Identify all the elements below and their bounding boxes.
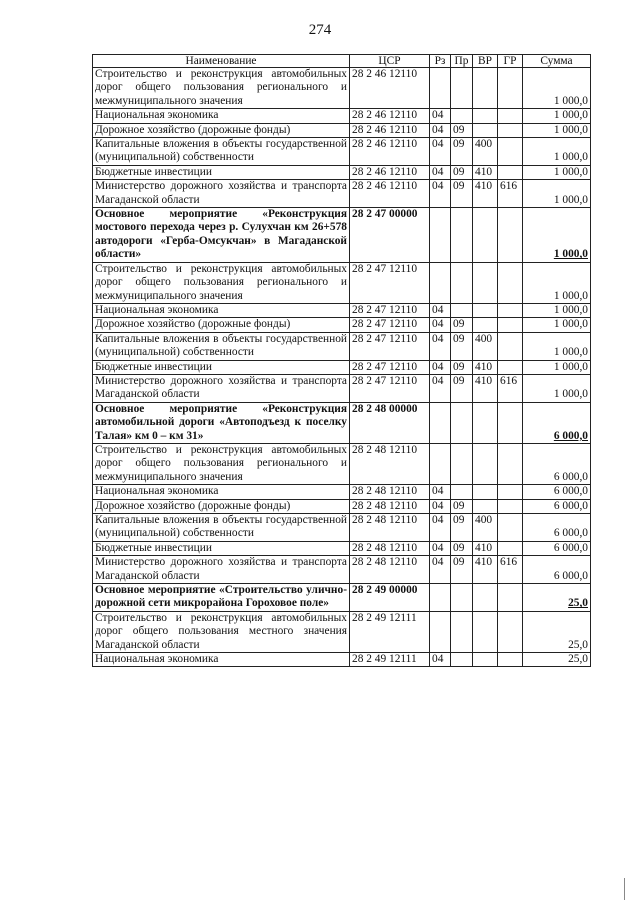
row-name-cell: Капитальные вложения в объекты государственной (муниципальной) собственности bbox=[93, 332, 350, 360]
row-name-cell: Основное мероприятие «Реконструкция мостового перехода через р. Сулухчан км 26+578 автодороги «Герба-Омсукчан» в Магаданской области» bbox=[93, 208, 350, 263]
row-csr-cell: 28 2 46 12110 bbox=[350, 138, 430, 166]
row-csr-cell: 28 2 47 00000 bbox=[350, 208, 430, 263]
row-vr-cell: 410 bbox=[473, 165, 498, 179]
row-vr-cell bbox=[473, 208, 498, 263]
row-rz-cell bbox=[430, 262, 451, 303]
row-sum-cell: 1 000,0 bbox=[523, 68, 591, 109]
row-name-cell: Капитальные вложения в объекты государственной (муниципальной) собственности bbox=[93, 138, 350, 166]
budget-table bbox=[92, 54, 591, 667]
row-sum-cell: 1 000,0 bbox=[523, 262, 591, 303]
row-pr-cell: 09 bbox=[451, 165, 473, 179]
row-pr-cell bbox=[451, 208, 473, 263]
table-row bbox=[93, 109, 591, 123]
row-vr-cell bbox=[473, 653, 498, 667]
row-rz-cell: 04 bbox=[430, 499, 451, 513]
row-sum-cell: 6 000,0 bbox=[523, 556, 591, 584]
row-name-cell: Строительство и реконструкция автомобильных дорог общего пользования регионального и межмуниципального значения bbox=[93, 443, 350, 484]
row-vr-cell bbox=[473, 303, 498, 317]
row-vr-cell bbox=[473, 402, 498, 443]
row-pr-cell bbox=[451, 303, 473, 317]
row-sum-cell: 1 000,0 bbox=[523, 109, 591, 123]
row-vr-cell: 400 bbox=[473, 514, 498, 542]
row-rz-cell: 04 bbox=[430, 360, 451, 374]
row-pr-cell bbox=[451, 68, 473, 109]
row-sum-cell: 25,0 bbox=[523, 653, 591, 667]
row-vr-cell bbox=[473, 109, 498, 123]
row-gr-cell bbox=[498, 611, 523, 652]
row-vr-cell: 400 bbox=[473, 138, 498, 166]
row-csr-cell: 28 2 47 12110 bbox=[350, 303, 430, 317]
row-name-cell: Капитальные вложения в объекты государственной (муниципальной) собственности bbox=[93, 514, 350, 542]
row-vr-cell: 400 bbox=[473, 332, 498, 360]
table-row bbox=[93, 138, 591, 166]
row-gr-cell: 616 bbox=[498, 374, 523, 402]
row-gr-cell bbox=[498, 318, 523, 332]
page-number: 274 bbox=[308, 22, 332, 38]
row-sum-cell: 1 000,0 bbox=[523, 165, 591, 179]
table-row bbox=[93, 123, 591, 137]
row-csr-cell: 28 2 48 12110 bbox=[350, 499, 430, 513]
scan-edge-mark bbox=[624, 878, 625, 900]
row-pr-cell bbox=[451, 262, 473, 303]
table-row bbox=[93, 208, 591, 263]
row-rz-cell bbox=[430, 208, 451, 263]
row-vr-cell bbox=[473, 485, 498, 499]
row-rz-cell: 04 bbox=[430, 303, 451, 317]
row-gr-cell bbox=[498, 332, 523, 360]
row-vr-cell bbox=[473, 499, 498, 513]
row-sum-cell: 25,0 bbox=[523, 611, 591, 652]
row-vr-cell: 410 bbox=[473, 374, 498, 402]
row-csr-cell: 28 2 46 12110 bbox=[350, 68, 430, 109]
row-csr-cell: 28 2 48 12110 bbox=[350, 443, 430, 484]
row-csr-cell: 28 2 48 12110 bbox=[350, 541, 430, 555]
row-csr-cell: 28 2 46 12110 bbox=[350, 123, 430, 137]
row-rz-cell: 04 bbox=[430, 138, 451, 166]
row-sum-cell: 1 000,0 bbox=[523, 180, 591, 208]
row-sum-cell: 1 000,0 bbox=[523, 138, 591, 166]
row-rz-cell: 04 bbox=[430, 653, 451, 667]
row-vr-cell bbox=[473, 68, 498, 109]
row-rz-cell: 04 bbox=[430, 109, 451, 123]
table-header-row bbox=[93, 55, 591, 68]
row-pr-cell: 09 bbox=[451, 499, 473, 513]
header-rz: Рз bbox=[430, 55, 451, 68]
row-csr-cell: 28 2 47 12110 bbox=[350, 360, 430, 374]
table-row bbox=[93, 611, 591, 652]
row-pr-cell: 09 bbox=[451, 318, 473, 332]
row-rz-cell bbox=[430, 68, 451, 109]
table-row bbox=[93, 443, 591, 484]
row-name-cell: Министерство дорожного хозяйства и транспорта Магаданской области bbox=[93, 556, 350, 584]
row-sum-cell: 6 000,0 bbox=[523, 402, 591, 443]
row-gr-cell bbox=[498, 485, 523, 499]
table-row bbox=[93, 303, 591, 317]
header-gr: ГР bbox=[498, 55, 523, 68]
row-sum-cell: 6 000,0 bbox=[523, 443, 591, 484]
row-pr-cell bbox=[451, 653, 473, 667]
table-row bbox=[93, 514, 591, 542]
row-vr-cell bbox=[473, 443, 498, 484]
table-row bbox=[93, 165, 591, 179]
row-gr-cell bbox=[498, 514, 523, 542]
row-sum-cell: 1 000,0 bbox=[523, 332, 591, 360]
row-csr-cell: 28 2 48 00000 bbox=[350, 402, 430, 443]
row-rz-cell bbox=[430, 443, 451, 484]
row-rz-cell: 04 bbox=[430, 556, 451, 584]
row-vr-cell bbox=[473, 318, 498, 332]
row-gr-cell bbox=[498, 138, 523, 166]
row-vr-cell bbox=[473, 123, 498, 137]
row-name-cell: Строительство и реконструкция автомобильных дорог общего пользования регионального и межмуниципального значения bbox=[93, 262, 350, 303]
row-csr-cell: 28 2 49 00000 bbox=[350, 584, 430, 612]
row-csr-cell: 28 2 49 12111 bbox=[350, 653, 430, 667]
row-pr-cell: 09 bbox=[451, 374, 473, 402]
table-row bbox=[93, 402, 591, 443]
row-pr-cell bbox=[451, 109, 473, 123]
row-gr-cell bbox=[498, 123, 523, 137]
row-vr-cell: 410 bbox=[473, 556, 498, 584]
row-pr-cell bbox=[451, 611, 473, 652]
row-rz-cell: 04 bbox=[430, 165, 451, 179]
header-pr: Пр bbox=[451, 55, 473, 68]
row-rz-cell: 04 bbox=[430, 332, 451, 360]
row-csr-cell: 28 2 47 12110 bbox=[350, 332, 430, 360]
row-sum-cell: 6 000,0 bbox=[523, 485, 591, 499]
row-gr-cell bbox=[498, 109, 523, 123]
row-sum-cell: 6 000,0 bbox=[523, 499, 591, 513]
row-vr-cell bbox=[473, 262, 498, 303]
row-vr-cell: 410 bbox=[473, 541, 498, 555]
row-pr-cell: 09 bbox=[451, 541, 473, 555]
row-rz-cell bbox=[430, 584, 451, 612]
row-name-cell: Бюджетные инвестиции bbox=[93, 165, 350, 179]
row-pr-cell: 09 bbox=[451, 514, 473, 542]
row-vr-cell bbox=[473, 611, 498, 652]
row-rz-cell: 04 bbox=[430, 180, 451, 208]
row-name-cell: Дорожное хозяйство (дорожные фонды) bbox=[93, 499, 350, 513]
table-row bbox=[93, 584, 591, 612]
row-name-cell: Бюджетные инвестиции bbox=[93, 541, 350, 555]
table-row bbox=[93, 360, 591, 374]
row-gr-cell: 616 bbox=[498, 556, 523, 584]
row-sum-cell: 1 000,0 bbox=[523, 123, 591, 137]
row-name-cell: Основное мероприятие «Строительство улично-дорожной сети микрорайона Гороховое поле» bbox=[93, 584, 350, 612]
row-csr-cell: 28 2 48 12110 bbox=[350, 485, 430, 499]
row-pr-cell: 09 bbox=[451, 556, 473, 584]
row-pr-cell: 09 bbox=[451, 180, 473, 208]
row-name-cell: Основное мероприятие «Реконструкция автомобильной дороги «Автоподъезд к поселку Талая» км 0 – км 31» bbox=[93, 402, 350, 443]
row-vr-cell bbox=[473, 584, 498, 612]
row-csr-cell: 28 2 49 12111 bbox=[350, 611, 430, 652]
row-pr-cell: 09 bbox=[451, 332, 473, 360]
row-sum-cell: 25,0 bbox=[523, 584, 591, 612]
header-sum: Сумма bbox=[523, 55, 591, 68]
row-gr-cell bbox=[498, 303, 523, 317]
table-row bbox=[93, 653, 591, 667]
row-name-cell: Строительство и реконструкция автомобильных дорог общего пользования регионального и межмуниципального значения bbox=[93, 68, 350, 109]
row-sum-cell: 1 000,0 bbox=[523, 360, 591, 374]
row-vr-cell: 410 bbox=[473, 180, 498, 208]
row-pr-cell bbox=[451, 485, 473, 499]
row-pr-cell: 09 bbox=[451, 360, 473, 374]
row-gr-cell bbox=[498, 541, 523, 555]
row-csr-cell: 28 2 47 12110 bbox=[350, 262, 430, 303]
row-gr-cell bbox=[498, 360, 523, 374]
row-csr-cell: 28 2 46 12110 bbox=[350, 109, 430, 123]
row-sum-cell: 1 000,0 bbox=[523, 208, 591, 263]
table-row bbox=[93, 180, 591, 208]
row-name-cell: Министерство дорожного хозяйства и транспорта Магаданской области bbox=[93, 180, 350, 208]
row-gr-cell bbox=[498, 68, 523, 109]
table-row bbox=[93, 374, 591, 402]
row-name-cell: Национальная экономика bbox=[93, 303, 350, 317]
row-gr-cell bbox=[498, 443, 523, 484]
row-sum-cell: 6 000,0 bbox=[523, 514, 591, 542]
table-row bbox=[93, 262, 591, 303]
header-name: Наименование bbox=[93, 55, 350, 68]
row-sum-cell: 1 000,0 bbox=[523, 303, 591, 317]
row-gr-cell bbox=[498, 262, 523, 303]
header-vr: ВР bbox=[473, 55, 498, 68]
row-name-cell: Национальная экономика bbox=[93, 485, 350, 499]
row-name-cell: Строительство и реконструкция автомобильных дорог общего пользования местного значения Магаданской области bbox=[93, 611, 350, 652]
table-row bbox=[93, 68, 591, 109]
row-gr-cell bbox=[498, 584, 523, 612]
row-csr-cell: 28 2 47 12110 bbox=[350, 318, 430, 332]
row-sum-cell: 1 000,0 bbox=[523, 318, 591, 332]
row-pr-cell: 09 bbox=[451, 138, 473, 166]
row-gr-cell bbox=[498, 402, 523, 443]
row-rz-cell bbox=[430, 402, 451, 443]
row-gr-cell bbox=[498, 165, 523, 179]
row-rz-cell: 04 bbox=[430, 514, 451, 542]
header-csr: ЦСР bbox=[350, 55, 430, 68]
row-csr-cell: 28 2 48 12110 bbox=[350, 556, 430, 584]
row-name-cell: Министерство дорожного хозяйства и транспорта Магаданской области bbox=[93, 374, 350, 402]
row-name-cell: Национальная экономика bbox=[93, 109, 350, 123]
row-csr-cell: 28 2 47 12110 bbox=[350, 374, 430, 402]
row-pr-cell bbox=[451, 443, 473, 484]
row-csr-cell: 28 2 48 12110 bbox=[350, 514, 430, 542]
row-gr-cell: 616 bbox=[498, 180, 523, 208]
table-row bbox=[93, 485, 591, 499]
row-pr-cell: 09 bbox=[451, 123, 473, 137]
row-rz-cell: 04 bbox=[430, 541, 451, 555]
row-gr-cell bbox=[498, 499, 523, 513]
row-rz-cell: 04 bbox=[430, 485, 451, 499]
row-rz-cell: 04 bbox=[430, 123, 451, 137]
row-rz-cell: 04 bbox=[430, 318, 451, 332]
table-row bbox=[93, 499, 591, 513]
table-row bbox=[93, 556, 591, 584]
table-row bbox=[93, 332, 591, 360]
row-vr-cell: 410 bbox=[473, 360, 498, 374]
row-name-cell: Бюджетные инвестиции bbox=[93, 360, 350, 374]
table-row bbox=[93, 318, 591, 332]
row-name-cell: Дорожное хозяйство (дорожные фонды) bbox=[93, 318, 350, 332]
row-csr-cell: 28 2 46 12110 bbox=[350, 180, 430, 208]
row-name-cell: Дорожное хозяйство (дорожные фонды) bbox=[93, 123, 350, 137]
row-name-cell: Национальная экономика bbox=[93, 653, 350, 667]
row-rz-cell: 04 bbox=[430, 374, 451, 402]
row-gr-cell bbox=[498, 208, 523, 263]
row-pr-cell bbox=[451, 584, 473, 612]
table-row bbox=[93, 541, 591, 555]
row-gr-cell bbox=[498, 653, 523, 667]
row-sum-cell: 6 000,0 bbox=[523, 541, 591, 555]
row-sum-cell: 1 000,0 bbox=[523, 374, 591, 402]
row-pr-cell bbox=[451, 402, 473, 443]
row-csr-cell: 28 2 46 12110 bbox=[350, 165, 430, 179]
row-rz-cell bbox=[430, 611, 451, 652]
